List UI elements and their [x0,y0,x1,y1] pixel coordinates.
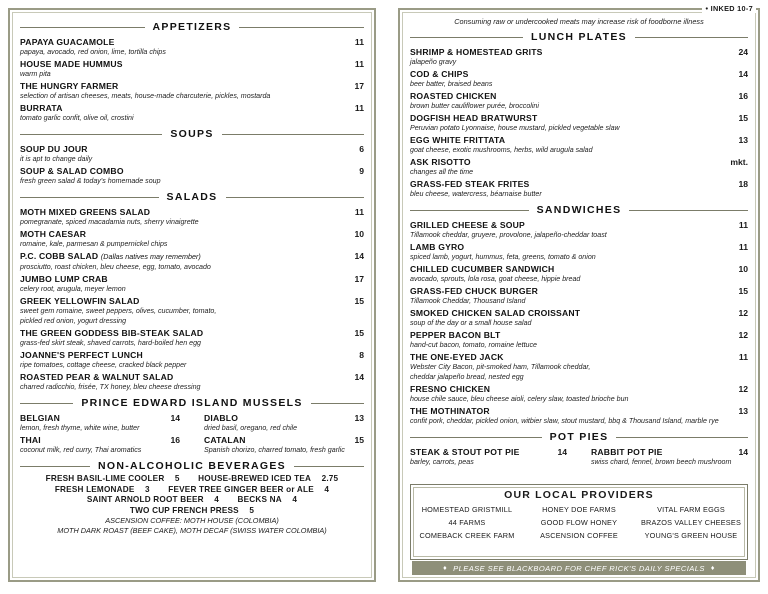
sandwiches-header: SANDWICHES [410,202,748,218]
menu-item-price: 13 [738,406,748,416]
menu-item-description: sweet gem romaine, sweet peppers, olives, cucumber, tomato, [20,307,217,315]
menu-item [410,308,748,328]
menu-item-price: 16 [170,435,180,445]
menu-item-description: celery root, arugula, meyer lemon [20,285,126,293]
menu-item-name: JOANNE'S PERFECT LUNCH [20,350,143,360]
menu-item-description: Spanish chorizo, charred tomato, fresh garlic [204,446,345,454]
menu-item-price: 15 [354,328,364,338]
local-providers-box [410,484,748,560]
menu-item [20,144,364,164]
menu-item [410,406,748,426]
provider-name: BRAZOS VALLEY CHEESES [640,518,742,527]
menu-item-name: BELGIAN [20,413,61,423]
mussels-row-2 [20,433,364,455]
diamond-icon: ♦ [443,564,448,572]
menu-item-price: 14 [354,372,364,382]
menu-item [20,372,364,392]
menu-item-name: GRASS-FED STEAK FRITES [410,179,530,189]
menu-item-name: CATALAN [204,435,246,445]
pot-pies-header: POT PIES [410,429,748,445]
menu-item-price: 15 [738,286,748,296]
mussels-header: PRINCE EDWARD ISLAND MUSSELS [20,395,364,411]
menu-item-description: tomato garlic confit, olive oil, crostini [20,114,134,122]
menu-item-name: ROASTED PEAR & WALNUT SALAD [20,372,174,382]
menu-item-description: cheddar jalapeño bread, nested egg [410,373,524,381]
soups-list [20,144,364,186]
soups-header: SOUPS [20,126,364,142]
menu-item-price: 13 [738,135,748,145]
provider-name: YOUNG'S GREEN HOUSE [644,531,738,540]
menu-item-price: 15 [354,435,364,445]
menu-item-price: 11 [354,37,364,47]
menu-item-name: JUMBO LUMP CRAB [20,274,108,284]
menu-item-name: THE ONE-EYED JACK [410,352,504,362]
menu-item-name: SOUP & SALAD COMBO [20,166,124,176]
menu-item-name: THAI [20,435,41,445]
menu-item-description: fresh green salad & today's homemade soup [20,177,161,185]
menu-item-name: COD & CHIPS [410,69,469,79]
menu-item-name: DIABLO [204,413,239,423]
menu-item-price: 24 [738,47,748,57]
menu-item-description: Tillamook cheddar, gruyere, provolone, jalapeño-cheddar toast [410,231,607,239]
beverage-item: FRESH LEMONADE 3 [54,484,150,494]
menu-item-name: THE MOTHINATOR [410,406,490,416]
beverage-item: SAINT ARNOLD ROOT BEER 4 [86,495,220,504]
menu-item [20,328,364,348]
menu-item-price: 12 [738,330,748,340]
menu-item [204,435,364,455]
menu-item [20,59,364,79]
menu-item-description: bleu cheese, watercress, béarnaise butter [410,190,542,198]
menu-item-price: 6 [359,144,364,154]
menu-item-name: EGG WHITE FRITTATA [410,135,506,145]
salads-header: SALADS [20,189,364,205]
menu-item [410,242,748,262]
menu-item [410,157,748,177]
beverage-item: BECKS NA 4 [237,495,298,504]
menu-item-description: charred radicchio, frisée, TX honey, bleu cheese dressing [20,383,201,391]
menu-item-description: dried basil, oregano, red chile [204,424,298,432]
menu-item-description: Peruvian potato Lyonnaise, house mustard, pickled vegetable slaw [410,124,620,132]
menu-item [410,47,748,67]
menu-item [410,69,748,89]
coffee-line-1: ASCENSION COFFEE: MOTH HOUSE (COLOMBIA) [105,516,279,525]
menu-item-price: 8 [359,350,364,360]
menu-item-description: prosciutto, roast chicken, bleu cheese, egg, tomato, avocado [20,263,211,271]
menu-item-price: 15 [354,296,364,306]
menu-item-description: pomegranate, spiced macadamia nuts, sherry vinaigrette [20,218,199,226]
right-menu-panel [398,8,760,582]
menu-item [20,207,364,227]
provider-name: GOOD FLOW HONEY [540,518,618,527]
menu-item-description: ripe tomatoes, cottage cheese, cracked black pepper [20,361,187,369]
menu-item-price: 14 [557,447,567,457]
raw-food-warning: Consuming raw or undercooked meats may increase risk of foodborne illness [454,17,704,26]
menu-item-name: GREEK YELLOWFIN SALAD [20,296,140,306]
pot-pies-row [410,445,748,467]
menu-item-name: SMOKED CHICKEN SALAD CROISSANT [410,308,581,318]
menu-item-name: RABBIT POT PIE [591,447,663,457]
menu-item [410,179,748,199]
menu-item-description: spiced lamb, yogurt, hummus, feta, greens, tomato & onion [410,253,596,261]
menu-item [410,384,748,404]
menu-item [20,81,364,101]
menu-item-price: 11 [738,220,748,230]
menu-item-name: CHILLED CUCUMBER SANDWICH [410,264,555,274]
salads-list [20,207,364,392]
menu-item-name: BURRATA [20,103,63,113]
menu-item-description: it is apt to change daily [20,155,93,163]
menu-item [20,37,364,57]
provider-name: HOMESTEAD GRISTMILL [421,505,513,514]
menu-item-name: STEAK & STOUT POT PIE [410,447,520,457]
menu-item-price: 14 [738,69,748,79]
menu-item-description: Webster City Bacon, pit-smoked ham, Tillamook cheddar, [410,363,591,371]
menu-item-price: 18 [738,179,748,189]
menu-item-description: avocado, sprouts, lola rosa, goat cheese, hippie bread [410,275,581,283]
menu-item-name: ASK RISOTTO [410,157,471,167]
menu-item [410,135,748,155]
menu-item [410,113,748,133]
beverage-row-3 [20,495,364,506]
menu-item [410,352,748,382]
menu-item [20,274,364,294]
menu-item-name: THE HUNGRY FARMER [20,81,119,91]
menu-item-name: DOGFISH HEAD BRATWURST [410,113,538,123]
menu-item-description: goat cheese, exotic mushrooms, herbs, wild arugula salad [410,146,593,154]
menu-item [20,166,364,186]
menu-item [20,435,180,455]
menu-item-name: SHRIMP & HOMESTEAD GRITS [410,47,543,57]
menu-item-price: 14 [354,251,364,261]
beverage-item: FRESH BASIL-LIME COOLER 5 [45,474,180,483]
menu-item-description: romaine, kale, parmesan & pumpernickel chips [20,240,168,248]
menu-item-price: 13 [354,413,364,423]
menu-item-name: SOUP DU JOUR [20,144,88,154]
menu-item [20,350,364,370]
menu-item-description: coconut milk, red curry, Thai aromatics [20,446,142,454]
daily-specials-text: PLEASE SEE BLACKBOARD FOR CHEF RICK'S DAILY SPECIALS [453,563,705,573]
menu-item-price: 12 [738,384,748,394]
menu-item-description: barley, carrots, peas [410,458,474,466]
mussels-row-1 [20,411,364,433]
left-menu-panel [8,8,376,582]
menu-item-price: 15 [738,113,748,123]
menu-item-name: GRASS-FED CHUCK BURGER [410,286,539,296]
menu-item-price: 10 [354,229,364,239]
menu-item [410,220,748,240]
beverage-row-4 [20,506,364,517]
provider-name: 44 FARMS [448,518,486,527]
appetizers-header: APPETIZERS [20,19,364,35]
daily-specials-banner [412,561,746,575]
menu-item-description: confit pork, cheddar, pickled onion, witbier slaw, stout mustard, bbq & Thousand Island, marble rye [410,417,719,425]
providers-title: OUR LOCAL PROVIDERS [504,489,654,501]
menu-item [591,447,748,467]
lunch-plates-header: LUNCH PLATES [410,29,748,45]
sandwiches-list [410,220,748,426]
menu-item-name: MOTH CAESAR [20,229,87,239]
diamond-icon: ♦ [710,564,715,572]
menu-item-price: 11 [354,59,364,69]
menu-item-name: GRILLED CHEESE & SOUP [410,220,525,230]
menu-item-price: 11 [738,352,748,362]
menu-item-description: jalapeño gravy [410,58,457,66]
menu-item-price: 9 [359,166,364,176]
menu-item-name: PAPAYA GUACAMOLE [20,37,115,47]
menu-item [20,103,364,123]
menu-item-note: (Dallas natives may remember) [100,252,201,261]
menu-item-description: soup of the day or a small house salad [410,319,532,327]
menu-item-description: swiss chard, fennel, brown beech mushroom [591,458,732,466]
menu-item-price: 11 [738,242,748,252]
menu-item-name: LAMB GYRO [410,242,465,252]
menu-item [20,296,364,326]
menu-item [20,229,364,249]
menu-item-description: grass-fed skirt steak, shaved carrots, hard-boiled hen egg [20,339,201,347]
lunch-plates-list [410,47,748,199]
menu-item-price: 11 [354,207,364,217]
menu-item-description: house chile sauce, bleu cheese aioli, celery slaw, toasted brioche bun [410,395,629,403]
beverage-row-1 [20,474,364,485]
menu-item [20,413,180,433]
menu-item-description: beer batter, braised beans [410,80,493,88]
menu-item [20,251,364,272]
beverage-item: TWO CUP FRENCH PRESS 5 [129,505,255,515]
menu-item [410,264,748,284]
menu-item-name: MOTH MIXED GREENS SALAD [20,207,151,217]
menu-item-description: lemon, fresh thyme, white wine, butter [20,424,140,432]
menu-item-description: pickled red onion, yogurt dressing [20,317,127,325]
appetizers-list [20,37,364,123]
beverage-item: HOUSE-BREWED ICED TEA 2.75 [198,474,339,483]
provider-name: VITAL FARM EGGS [657,505,725,514]
menu-item-name: ROASTED CHICKEN [410,91,497,101]
menu-item-name: FRESNO CHICKEN [410,384,491,394]
coffee-line-2: MOTH DARK ROAST (BEEF CAKE), MOTH DECAF (SWISS WATER COLOMBIA) [57,526,327,535]
menu-item [410,447,567,467]
menu-item [410,91,748,111]
menu-item [410,286,748,306]
menu-item-description: Tillamook Cheddar, Thousand Island [410,297,526,305]
menu-item-price: 16 [738,91,748,101]
menu-item-name: P.C. COBB SALAD (Dallas natives may remember) [20,251,201,261]
provider-name: ASCENSION COFFEE [540,531,618,540]
menu-item-name: THE GREEN GODDESS BIB-STEAK SALAD [20,328,204,338]
providers-grid [411,505,747,540]
menu-item-price: 14 [170,413,180,423]
menu-item-price: 11 [354,103,364,113]
menu-item-description: warm pita [20,70,51,78]
menu-item-price: mkt. [730,157,748,167]
menu-item [204,413,364,433]
menu-item-price: 14 [738,447,748,457]
beverage-row-2 [20,485,364,496]
menu-item-price: 17 [354,81,364,91]
provider-name: COMEBACK CREEK FARM [419,531,515,540]
menu-item-description: selection of artisan cheeses, meats, house-made charcuterie, pickles, mostarda [20,92,271,100]
inked-date-label: • INKED 10-7 [702,4,756,13]
beverage-item: FEVER TREE GINGER BEER or ALE 4 [168,484,330,494]
menu-item-name: PEPPER BACON BLT [410,330,501,340]
menu-item-description: papaya, avocado, red onion, lime, tortilla chips [20,48,166,56]
menu-item-price: 10 [738,264,748,274]
menu-item-price: 12 [738,308,748,318]
provider-name: HONEY DOE FARMS [542,505,616,514]
menu-item-description: hand-cut bacon, tomato, romaine lettuce [410,341,537,349]
menu-item-description: changes all the time [410,168,474,176]
menu-item-name: HOUSE MADE HUMMUS [20,59,123,69]
menu-item-price: 17 [354,274,364,284]
beverages-header: NON-ALCOHOLIC BEVERAGES [20,458,364,474]
menu-item [410,330,748,350]
menu-item-description: brown butter cauliflower purée, broccolini [410,102,539,110]
